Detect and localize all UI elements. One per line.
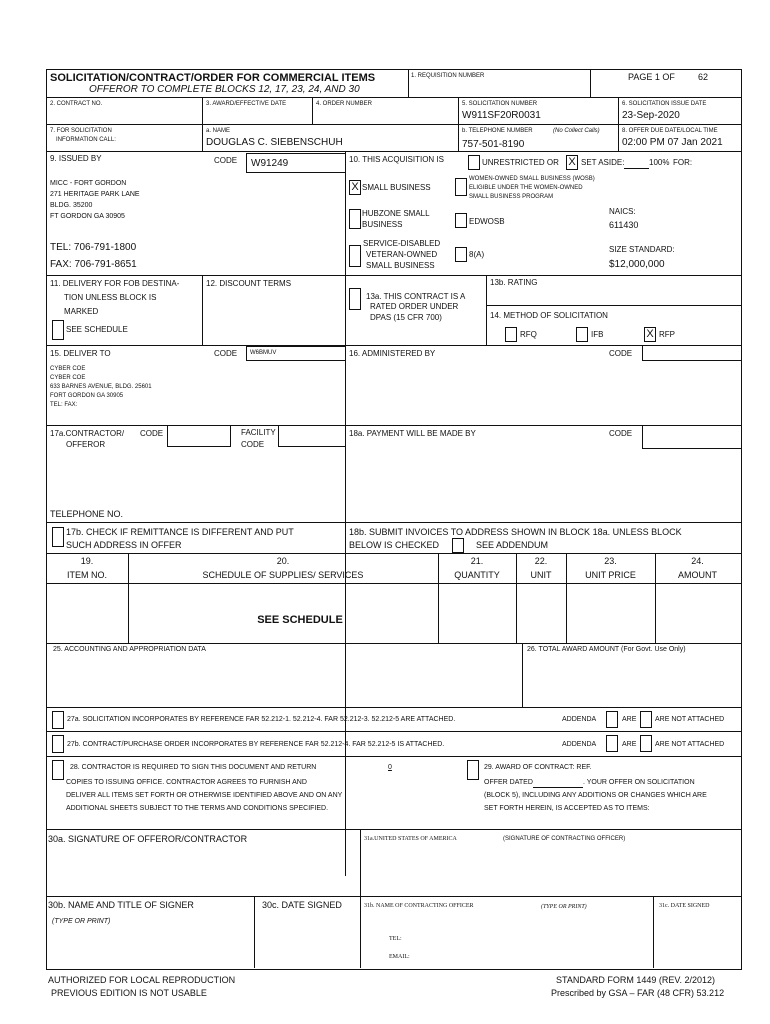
- 27a-label: 27a. SOLICITATION INCORPORATES BY REFERENCE FAR 52.212-1. 52.212-4. FAR 52.212-3. 52.212-5 ARE ATTACHED.: [67, 716, 456, 723]
- issued-by-label: 9. ISSUED BY: [50, 154, 102, 163]
- col-number: 22.: [534, 556, 548, 566]
- issued-code-label: CODE: [214, 156, 238, 165]
- ifb-label: IFB: [591, 330, 604, 339]
- rfp-label: RFP: [659, 330, 675, 339]
- administered-code-label: CODE: [609, 349, 633, 358]
- contract-no-label: 2. CONTRACT NO.: [50, 101, 103, 107]
- form-title: SOLICITATION/CONTRACT/ORDER FOR COMMERCIAL ITEMS: [50, 72, 376, 84]
- rated-order-checkbox[interactable]: [349, 288, 361, 310]
- page-total: 62: [698, 72, 709, 82]
- wosb-label: WOMEN-OWNED SMALL BUSINESS (WOSB): [469, 176, 595, 182]
- solicitation-date: 23-Sep-2020: [622, 110, 680, 121]
- rfp-checkbox[interactable]: X: [644, 327, 656, 342]
- accounting-label: 25. ACCOUNTING AND APPROPRIATION DATA: [53, 646, 206, 653]
- 27a-checkbox[interactable]: [52, 711, 64, 729]
- deliver-address-line: FORT GORDON GA 30905: [50, 393, 124, 399]
- see-addendum-checkbox[interactable]: [452, 538, 464, 553]
- footer-authorized: AUTHORIZED FOR LOCAL REPRODUCTION: [48, 975, 236, 985]
- edwosb-label: EDWOSB: [469, 217, 505, 226]
- offer-due-date: 02:00 PM 07 Jan 2021: [622, 137, 723, 148]
- eight-a-label: 8(A): [469, 250, 485, 259]
- set-aside-label: SET ASIDE:: [581, 158, 625, 167]
- 29-checkbox[interactable]: [467, 760, 479, 780]
- signature-offeror-label: 30a. SIGNATURE OF OFFEROR/CONTRACTOR: [48, 834, 248, 844]
- telephone-label: b. TELEPHONE NUMBER: [462, 128, 533, 134]
- facility-code-label-2: CODE: [241, 440, 265, 449]
- 29-label: 29. AWARD OF CONTRACT: REF.: [484, 764, 592, 771]
- set-aside-for: FOR:: [673, 158, 693, 167]
- 28-label: 28. CONTRACTOR IS REQUIRED TO SIGN THIS DOCUMENT AND RETURN: [70, 764, 317, 771]
- wosb-label-3: SMALL BUSINESS PROGRAM: [469, 194, 554, 200]
- total-award-label: 26. TOTAL AWARD AMOUNT (For Govt. Use Only): [527, 646, 686, 653]
- 27a-are-not-checkbox[interactable]: [640, 711, 652, 728]
- footer-prescribed-by: Prescribed by GSA – FAR (48 CFR) 53.212: [551, 988, 725, 998]
- for-info-label-2: INFORMATION CALL:: [56, 137, 116, 143]
- contractor-code-label: CODE: [140, 429, 164, 438]
- contracting-officer-name-label: 31b. NAME OF CONTRACTING OFFICER: [364, 903, 474, 909]
- submit-invoices-label-2: BELOW IS CHECKED: [349, 540, 440, 550]
- footer-standard-form: STANDARD FORM 1449 (REV. 2/2012): [556, 975, 716, 985]
- rfq-checkbox[interactable]: [505, 327, 517, 342]
- united-states-label: 31a.UNITED STATES OF AMERICA: [364, 836, 457, 842]
- rating-label: 13b. RATING: [490, 278, 538, 287]
- issued-code: W91249: [251, 158, 289, 169]
- order-number-label: 4. ORDER NUMBER: [316, 101, 373, 107]
- footer-previous-edition: PREVIOUS EDITION IS NOT USABLE: [51, 988, 207, 998]
- for-info-label: 7. FOR SOLICITATION: [50, 128, 112, 134]
- rated-order-label-2: RATED ORDER UNDER: [370, 302, 459, 311]
- page-label: PAGE 1 OF: [628, 72, 675, 82]
- solicitation-number: W911SF20R0031: [462, 110, 541, 121]
- rfq-label: RFQ: [520, 330, 537, 339]
- 28-label-3: DELIVER ALL ITEMS SET FORTH OR OTHERWISE IDENTIFIED ABOVE AND ON ANY: [66, 792, 343, 799]
- edwosb-checkbox[interactable]: [455, 213, 467, 228]
- deliver-address-line: CYBER COE: [50, 366, 86, 372]
- payment-code-label: CODE: [609, 429, 633, 438]
- 27b-are-not-label: ARE NOT ATTACHED: [655, 741, 725, 748]
- 27a-are-not-label: ARE NOT ATTACHED: [655, 716, 725, 723]
- submit-invoices-label: 18b. SUBMIT INVOICES TO ADDRESS SHOWN IN BLOCK 18a. UNLESS BLOCK: [349, 527, 682, 537]
- deliver-address-line: CYBER COE: [50, 375, 86, 381]
- 27b-are-checkbox[interactable]: [606, 735, 618, 752]
- col-number: 21.: [470, 556, 484, 566]
- deliver-code: W6BMUV: [250, 350, 277, 356]
- sdvosb-label-2: VETERAN-OWNED: [366, 250, 438, 259]
- officer-type-or-print: (TYPE OR PRINT): [541, 904, 587, 910]
- sdvosb-checkbox[interactable]: [349, 245, 361, 267]
- discount-terms-label: 12. DISCOUNT TERMS: [206, 279, 292, 288]
- issued-fax: FAX: 706-791-8651: [50, 259, 137, 270]
- hubzone-label: HUBZONE SMALL: [362, 209, 430, 218]
- col-header: UNIT: [530, 570, 552, 580]
- 29-label-4: SET FORTH HEREIN, IS ACCEPTED AS TO ITEMS:: [484, 805, 650, 812]
- contractor-label: 17a.CONTRACTOR/: [50, 429, 125, 438]
- date-signed-label: 30c. DATE SIGNED: [262, 900, 342, 910]
- naics-code: 611430: [609, 220, 639, 230]
- set-aside-checkbox[interactable]: X: [566, 155, 578, 170]
- size-standard: $12,000,000: [609, 259, 665, 270]
- contact-name-label: a. NAME: [206, 128, 231, 134]
- delivery-fob-label-3: MARKED: [64, 307, 99, 316]
- officer-email-label: EMAIL:: [389, 954, 410, 960]
- col-header: QUANTITY: [454, 570, 500, 580]
- col-header: ITEM NO.: [67, 570, 107, 580]
- see-schedule-checkbox[interactable]: [52, 320, 64, 340]
- deliver-to-label: 15. DELIVER TO: [50, 349, 111, 358]
- 29-your-offer: . YOUR OFFER ON SOLICITATION: [583, 779, 695, 786]
- 27b-addenda: ADDENDA: [562, 741, 597, 748]
- 29-label-3: (BLOCK 5), INCLUDING ANY ADDITIONS OR CHANGES WHICH ARE: [484, 792, 707, 799]
- hubzone-checkbox[interactable]: [349, 209, 361, 229]
- deliver-code-label: CODE: [214, 349, 238, 358]
- officer-tel-label: TEL:: [389, 936, 402, 942]
- deliver-address-line: TEL: FAX:: [50, 402, 78, 408]
- delivery-fob-label-2: TION UNLESS BLOCK IS: [64, 293, 157, 302]
- rated-order-label-3: DPAS (15 CFR 700): [370, 313, 442, 322]
- small-business-checkbox[interactable]: X: [349, 180, 361, 195]
- wosb-label-2: ELIGIBLE UNDER THE WOMEN-OWNED: [469, 185, 583, 191]
- issued-address-line: FT GORDON GA 30905: [50, 213, 125, 220]
- col-header: AMOUNT: [678, 570, 717, 580]
- form-subtitle: OFFEROR TO COMPLETE BLOCKS 12, 17, 23, 24, AND 30: [89, 84, 360, 95]
- set-aside-percent: 100%: [649, 158, 670, 167]
- sdvosb-label: SERVICE-DISABLED: [363, 239, 441, 248]
- ifb-checkbox[interactable]: [576, 327, 588, 342]
- administered-by-label: 16. ADMINISTERED BY: [349, 349, 436, 358]
- 29-offer-dated: OFFER DATED: [484, 779, 533, 786]
- payment-label: 18a. PAYMENT WILL BE MADE BY: [349, 429, 476, 438]
- col-number: 23.: [604, 556, 617, 566]
- issued-address-line: 271 HERITAGE PARK LANE: [50, 191, 140, 198]
- 28-copies: 0: [388, 764, 392, 771]
- issued-address-line: BLDG. 35200: [50, 202, 93, 209]
- unrestricted-label: UNRESTRICTED OR: [482, 158, 559, 167]
- remittance-label-2: SUCH ADDRESS IN OFFER: [66, 540, 182, 550]
- 28-checkbox[interactable]: [52, 760, 64, 780]
- no-collect-note: (No Collect Calls): [553, 128, 600, 134]
- contractor-label-2: OFFEROR: [66, 440, 106, 449]
- telephone-no-label: TELEPHONE NO.: [50, 509, 124, 519]
- facility-code-label: FACILITY: [241, 428, 276, 437]
- 27a-are-label: ARE: [622, 716, 637, 723]
- telephone-number: 757-501-8190: [462, 139, 525, 150]
- delivery-fob-label: 11. DELIVERY FOR FOB DESTINA-: [50, 279, 180, 288]
- issued-address-line: MICC - FORT GORDON: [50, 180, 127, 187]
- eight-a-checkbox[interactable]: [455, 247, 467, 262]
- naics-label: NAICS:: [609, 207, 636, 216]
- rated-order-label: 13a. THIS CONTRACT IS A: [366, 292, 466, 301]
- see-schedule-text: SEE SCHEDULE: [257, 614, 343, 626]
- 28-label-4: ADDITIONAL SHEETS SUBJECT TO THE TERMS AND CONDITIONS SPECIFIED.: [66, 805, 329, 812]
- wosb-checkbox[interactable]: [455, 178, 467, 196]
- signer-type-or-print: (TYPE OR PRINT): [52, 918, 111, 925]
- col-number: 20.: [276, 556, 290, 566]
- issued-tel: TEL: 706-791-1800: [50, 242, 137, 253]
- requisition-label: 1. REQUISITION NUMBER: [411, 73, 485, 79]
- acquisition-label: 10. THIS ACQUISITION IS: [349, 155, 444, 164]
- unrestricted-checkbox[interactable]: [468, 155, 480, 170]
- see-schedule-label: SEE SCHEDULE: [66, 325, 128, 334]
- 27b-are-label: ARE: [622, 741, 637, 748]
- see-addendum-label: SEE ADDENDUM: [476, 540, 549, 550]
- small-business-label: SMALL BUSINESS: [362, 183, 431, 192]
- 27a-are-checkbox[interactable]: [606, 711, 618, 728]
- contact-name: DOUGLAS C. SIEBENSCHUH: [206, 137, 343, 148]
- sdvosb-label-3: SMALL BUSINESS: [366, 261, 435, 270]
- signer-name-label: 30b. NAME AND TITLE OF SIGNER: [48, 900, 194, 910]
- 28-label-2: COPIES TO ISSUING OFFICE. CONTRACTOR AGREES TO FURNISH AND: [66, 779, 307, 786]
- officer-date-signed-label: 31c. DATE SIGNED: [659, 903, 710, 909]
- method-label: 14. METHOD OF SOLICITATION: [490, 311, 608, 320]
- solicitation-date-label: 6. SOLICITATION ISSUE DATE: [622, 101, 707, 107]
- remittance-checkbox[interactable]: [52, 527, 64, 547]
- solicitation-number-label: 5. SOLICITATION NUMBER: [462, 101, 538, 107]
- 27b-label: 27b. CONTRACT/PURCHASE ORDER INCORPORATES BY REFERENCE FAR 52.212-4. FAR 52.212-5 IS ATTACHED.: [67, 741, 445, 748]
- award-date-label: 3. AWARD/EFFECTIVE DATE: [206, 101, 287, 107]
- deliver-address-line: 633 BARNES AVENUE, BLDG. 25601: [50, 384, 152, 390]
- size-standard-label: SIZE STANDARD:: [609, 245, 675, 254]
- offer-due-label: 8. OFFER DUE DATE/LOCAL TIME: [622, 128, 718, 134]
- signature-officer-label: (SIGNATURE OF CONTRACTING OFFICER): [503, 836, 626, 842]
- col-header: UNIT PRICE: [585, 570, 636, 580]
- hubzone-label-2: BUSINESS: [362, 220, 403, 229]
- remittance-label: 17b. CHECK IF REMITTANCE IS DIFFERENT AND PUT: [66, 527, 294, 537]
- col-number: 19.: [80, 556, 94, 566]
- col-number: 24.: [691, 556, 704, 566]
- 27b-are-not-checkbox[interactable]: [640, 735, 652, 752]
- col-header: SCHEDULE OF SUPPLIES/ SERVICES: [202, 570, 364, 580]
- 27b-checkbox[interactable]: [52, 735, 64, 753]
- 27a-addenda: ADDENDA: [562, 716, 597, 723]
